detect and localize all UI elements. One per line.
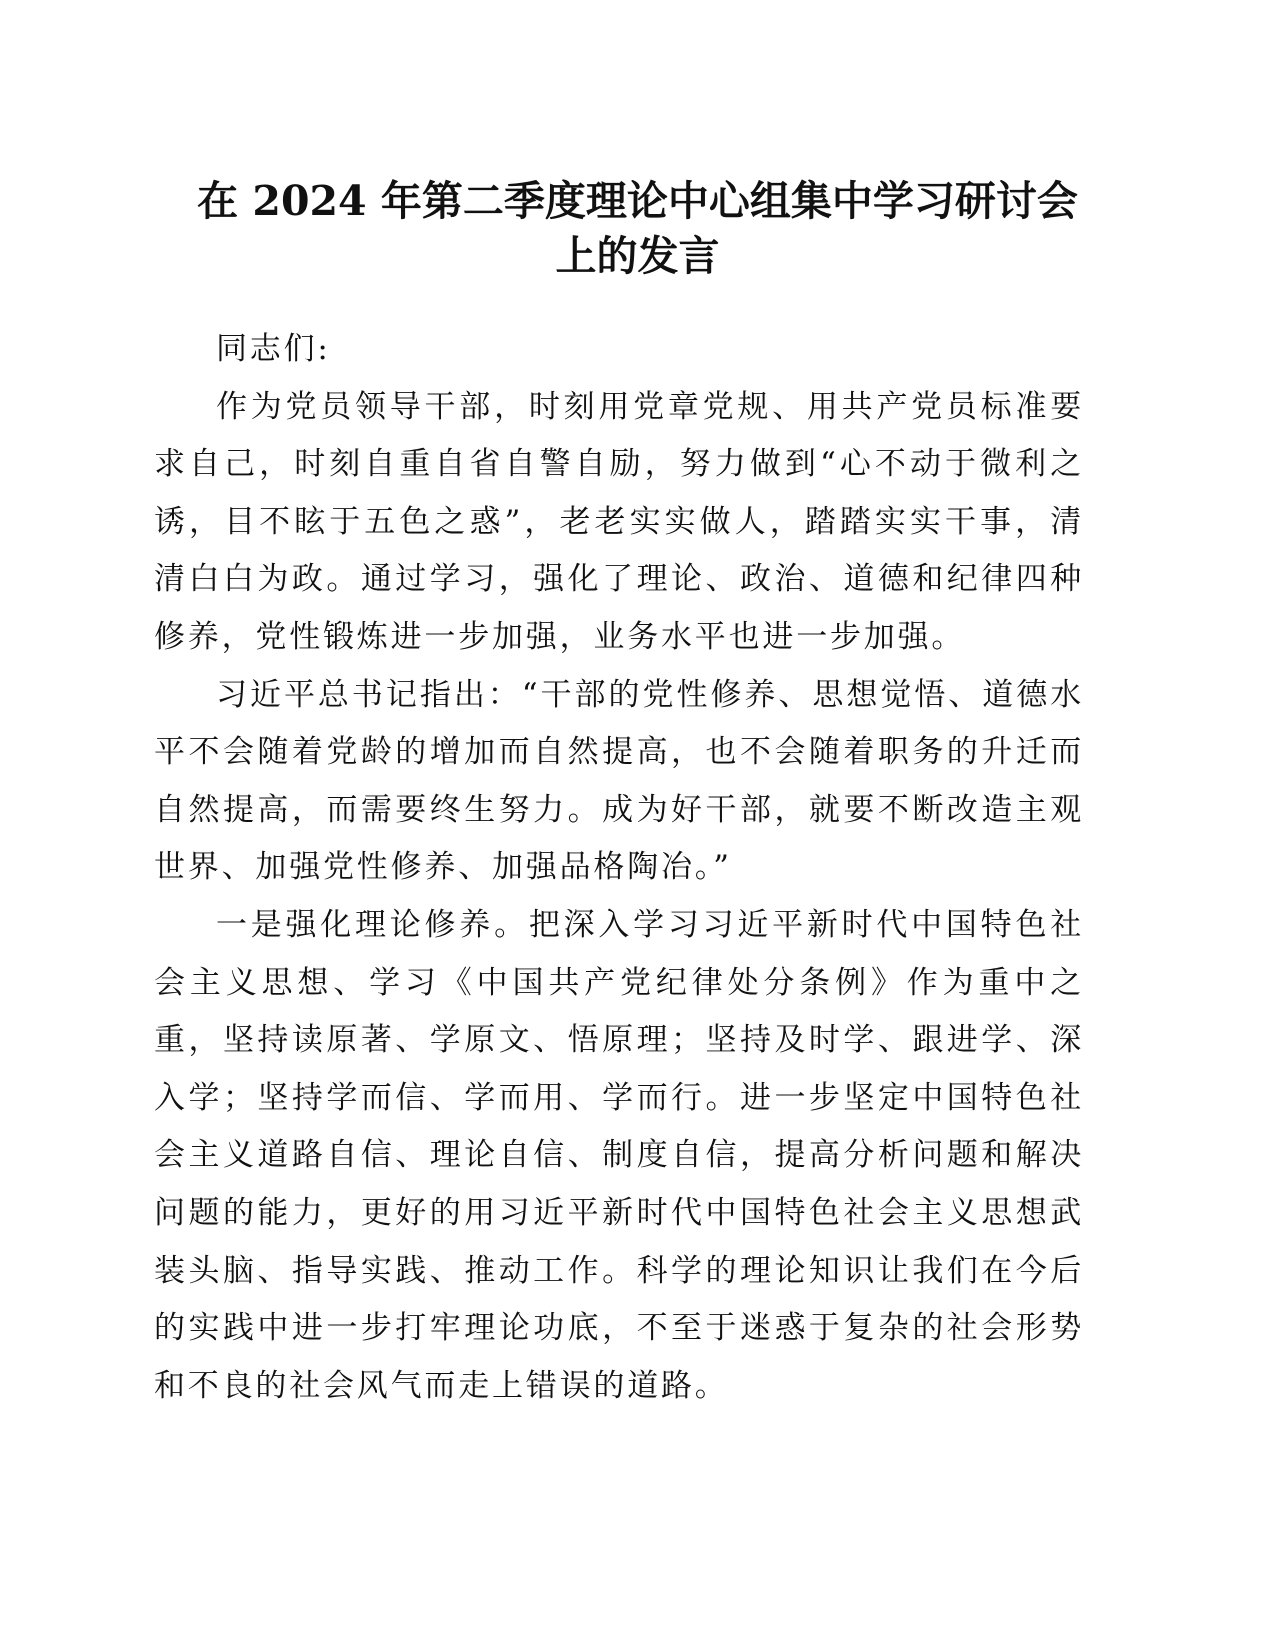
title-line-1: 在 2024 年第二季度理论中心组集中学习研讨会 — [197, 177, 1078, 225]
paragraph-conduct: 作为党员领导干部，时刻用党章党规、用共产党员标准要求自己，时刻自重自省自警自励，努力做到“心不动于微利之诱，目不眩于五色之惑”，老老实实做人，踏踏实实干事，清清白白为政。通过学习，强化了理论、政治、道德和纪律四种修养，党性锻炼进一步加强，业务水平也进一步加强。 — [154, 388, 1084, 655]
paragraph-theory: 一是强化理论修养。把深入学习习近平新时代中国特色社会主义思想、学习《中国共产党纪律处分条例》作为重中之重，坚持读原著、学原文、悟原理；坚持及时学、跟进学、深入学；坚持学而信、学而用、学而行。进一步坚定中国特色社会主义道路自信、理论自信、制度自信，提高分析问题和解决问题的能力，更好的用习近平新时代中国特色社会主义思想武装头脑、指导实践、推动工作。科学的理论知识让我们在今后的实践中进一步打牢理论功底，不至于迷惑于复杂的社会形势和不良的社会风气而走上错误的道路。 — [154, 906, 1084, 1404]
salutation: 同志们: — [216, 331, 331, 367]
document-title — [150, 174, 1125, 284]
paragraph-quote: 习近平总书记指出：“干部的党性修养、思想觉悟、道德水平不会随着党龄的增加而自然提高，也不会随着职务的升迁而自然提高，而需要终生努力。成为好干部，就要不断改造主观世界、加强党性修养、加强品格陶冶。” — [154, 676, 1084, 886]
document-body — [154, 321, 1084, 1415]
title-line-2: 上的发言 — [555, 232, 720, 280]
